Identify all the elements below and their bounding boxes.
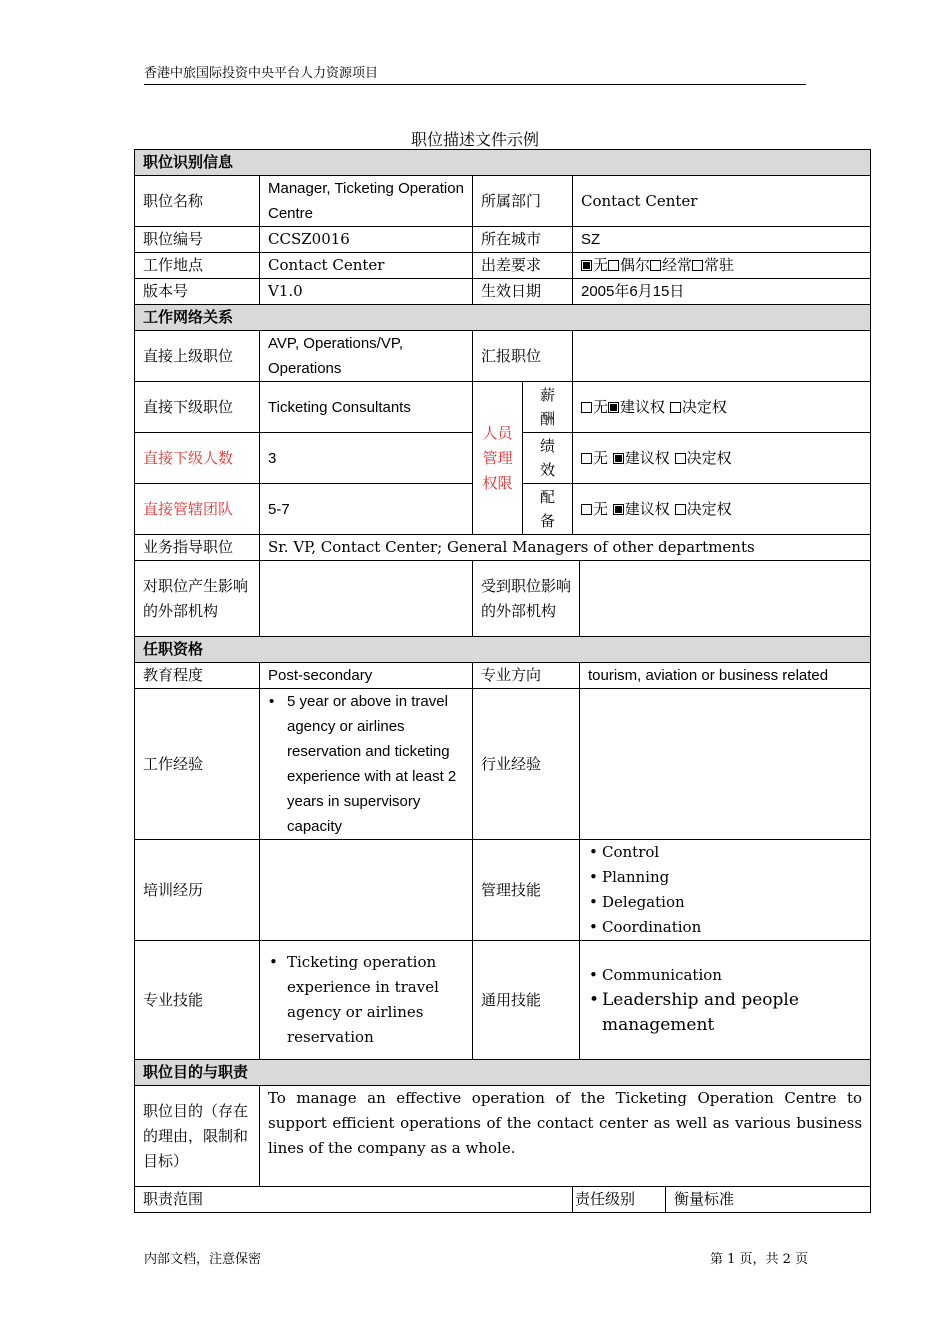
ext-affected-value xyxy=(580,561,871,637)
travel-option-1: 偶尔 xyxy=(620,256,651,274)
location-value: Contact Center xyxy=(260,253,473,279)
ext-influence-value xyxy=(260,561,473,637)
dept-value: Contact Center xyxy=(573,176,871,227)
perf-checkbox-1[interactable] xyxy=(613,453,624,464)
mgmt-item: • Control xyxy=(588,840,862,865)
section-network xyxy=(135,305,871,331)
document-title: 职位描述文件示例 xyxy=(410,130,539,149)
travel-option-0: 无 xyxy=(593,256,609,274)
staff-checkbox-0[interactable] xyxy=(581,504,592,515)
effective-value: 2005年6月15日 xyxy=(573,279,871,305)
job-title-label: 职位名称 xyxy=(135,176,260,227)
section-purpose-title: 职位目的与职责 xyxy=(135,1060,871,1086)
section-qualification xyxy=(135,637,871,663)
authority-options-salary xyxy=(573,382,871,433)
page-header xyxy=(144,66,806,85)
perf-checkbox-0[interactable] xyxy=(581,453,592,464)
salary-checkbox-2[interactable] xyxy=(670,402,681,413)
subordinate-label: 直接下级职位 xyxy=(135,382,260,433)
travel-checkbox-0[interactable] xyxy=(581,260,592,271)
authority-options-staffing xyxy=(573,484,871,535)
subordinate-value: Ticketing Consultants xyxy=(260,382,473,433)
level-label: 责任级别 xyxy=(573,1187,666,1213)
experience-item: • 5 year or above in travel agency or airlines reservation and ticketing experience with at least 2 years in supervisory capacity xyxy=(268,689,464,839)
salary-checkbox-0[interactable] xyxy=(581,402,592,413)
city-label: 所在城市 xyxy=(473,227,573,253)
training-value xyxy=(260,840,473,941)
sub-count-value: 3 xyxy=(260,433,473,484)
purpose-label: 职位目的（存在的理由，限制和目标） xyxy=(135,1086,260,1187)
pro-skill-label: 专业技能 xyxy=(135,941,260,1060)
dept-label: 所属部门 xyxy=(473,176,573,227)
authority-label-performance: 绩效 xyxy=(523,433,573,484)
perf-option-2: 决定权 xyxy=(686,448,732,467)
row-superior xyxy=(135,331,871,382)
version-value: V1.0 xyxy=(260,279,473,305)
section-identity xyxy=(135,150,871,176)
superior-label: 直接上级职位 xyxy=(135,331,260,382)
row-pro-skill xyxy=(135,941,871,1060)
team-value: 5-7 xyxy=(260,484,473,535)
experience-label: 工作经验 xyxy=(135,689,260,840)
measure-label: 衡量标准 xyxy=(666,1187,871,1213)
job-description-table xyxy=(134,149,871,1213)
travel-checkbox-1[interactable] xyxy=(608,260,619,271)
row-job-code xyxy=(135,227,871,253)
salary-checkbox-1[interactable] xyxy=(608,402,619,413)
staff-checkbox-1[interactable] xyxy=(613,504,624,515)
mgmt-list xyxy=(588,840,862,940)
footer-page-number: 第 1 页，共 2 页 xyxy=(710,1252,809,1267)
authority-label-salary: 薪酬 xyxy=(523,382,573,433)
row-scope-header xyxy=(135,1187,871,1213)
effective-label: 生效日期 xyxy=(473,279,573,305)
ext-influence-label: 对职位产生影响的外部机构 xyxy=(135,561,260,637)
travel-checkbox-2[interactable] xyxy=(650,260,661,271)
general-skill-list-cell xyxy=(580,941,871,1060)
travel-options xyxy=(573,253,871,279)
general-skill-item: • Communication xyxy=(588,963,862,988)
general-skill-label: 通用技能 xyxy=(473,941,580,1060)
staff-option-0: 无 xyxy=(593,499,609,518)
travel-option-3: 常驻 xyxy=(704,256,735,274)
authority-options-performance xyxy=(573,433,871,484)
row-training xyxy=(135,840,871,941)
general-skill-item: • Leadership and people management xyxy=(588,988,862,1038)
mgmt-item: • Delegation xyxy=(588,890,862,915)
team-label: 直接管辖团队 xyxy=(135,484,260,535)
job-title-value: Manager, Ticketing Operation Centre xyxy=(260,176,473,227)
row-education xyxy=(135,663,871,689)
superior-value: AVP, Operations/VP, Operations xyxy=(260,331,473,382)
row-job-title xyxy=(135,176,871,227)
industry-label: 行业经验 xyxy=(473,689,580,840)
guidance-label: 业务指导职位 xyxy=(135,535,260,561)
section-purpose xyxy=(135,1060,871,1086)
section-network-title: 工作网络关系 xyxy=(135,305,871,331)
sub-count-label: 直接下级人数 xyxy=(135,433,260,484)
row-purpose xyxy=(135,1086,871,1187)
purpose-text: To manage an effective operation of the Ticketing Operation Centre to support efficient operations of the contact center as well as various business lines of the company as a whole. xyxy=(260,1086,871,1187)
location-label: 工作地点 xyxy=(135,253,260,279)
guidance-value: Sr. VP, Contact Center; General Managers of other departments xyxy=(260,535,871,561)
perf-option-1: 建议权 xyxy=(624,448,670,467)
reports-value xyxy=(573,331,871,382)
reports-label: 汇报职位 xyxy=(473,331,573,382)
version-label: 版本号 xyxy=(135,279,260,305)
pro-skill-list xyxy=(268,950,464,1050)
staff-option-2: 决定权 xyxy=(686,499,732,518)
staff-checkbox-2[interactable] xyxy=(675,504,686,515)
row-location xyxy=(135,253,871,279)
row-external xyxy=(135,561,871,637)
training-label: 培训经历 xyxy=(135,840,260,941)
section-identity-title: 职位识别信息 xyxy=(135,150,871,176)
mgmt-label: 管理技能 xyxy=(473,840,580,941)
perf-option-0: 无 xyxy=(593,448,609,467)
pro-skill-list-cell xyxy=(260,941,473,1060)
industry-value xyxy=(580,689,871,840)
travel-label: 出差要求 xyxy=(473,253,573,279)
education-label: 教育程度 xyxy=(135,663,260,689)
experience-list xyxy=(268,689,464,839)
salary-option-0: 无 xyxy=(593,397,609,416)
job-code-value: CCSZ0016 xyxy=(260,227,473,253)
row-subordinate xyxy=(135,382,871,433)
pro-skill-item: • Ticketing operation experience in travel agency or airlines reservation xyxy=(268,950,464,1050)
salary-option-1: 建议权 xyxy=(620,397,666,416)
header-project-name: 香港中旅国际投资中央平台人力资源项目 xyxy=(144,66,379,81)
mgmt-item: • Coordination xyxy=(588,915,862,940)
authority-label-staffing: 配备 xyxy=(523,484,573,535)
scope-label: 职责范围 xyxy=(135,1187,573,1213)
row-experience xyxy=(135,689,871,840)
staff-option-1: 建议权 xyxy=(624,499,670,518)
job-code-label: 职位编号 xyxy=(135,227,260,253)
mgmt-item: • Planning xyxy=(588,865,862,890)
salary-option-2: 决定权 xyxy=(681,397,727,416)
experience-list-cell xyxy=(260,689,473,840)
footer-confidential: 内部文档，注意保密 xyxy=(144,1252,262,1267)
ext-affected-label: 受到职位影响的外部机构 xyxy=(473,561,580,637)
major-label: 专业方向 xyxy=(473,663,580,689)
general-skill-list xyxy=(588,963,862,1038)
perf-checkbox-2[interactable] xyxy=(675,453,686,464)
section-qualification-title: 任职资格 xyxy=(135,637,871,663)
education-value: Post-secondary xyxy=(260,663,473,689)
travel-checkbox-3[interactable] xyxy=(692,260,703,271)
travel-option-2: 经常 xyxy=(662,256,693,274)
row-version xyxy=(135,279,871,305)
major-value: tourism, aviation or business related xyxy=(580,663,871,689)
authority-label: 人员管理权限 xyxy=(473,382,523,535)
city-value: SZ xyxy=(573,227,871,253)
row-guidance xyxy=(135,535,871,561)
mgmt-list-cell xyxy=(580,840,871,941)
